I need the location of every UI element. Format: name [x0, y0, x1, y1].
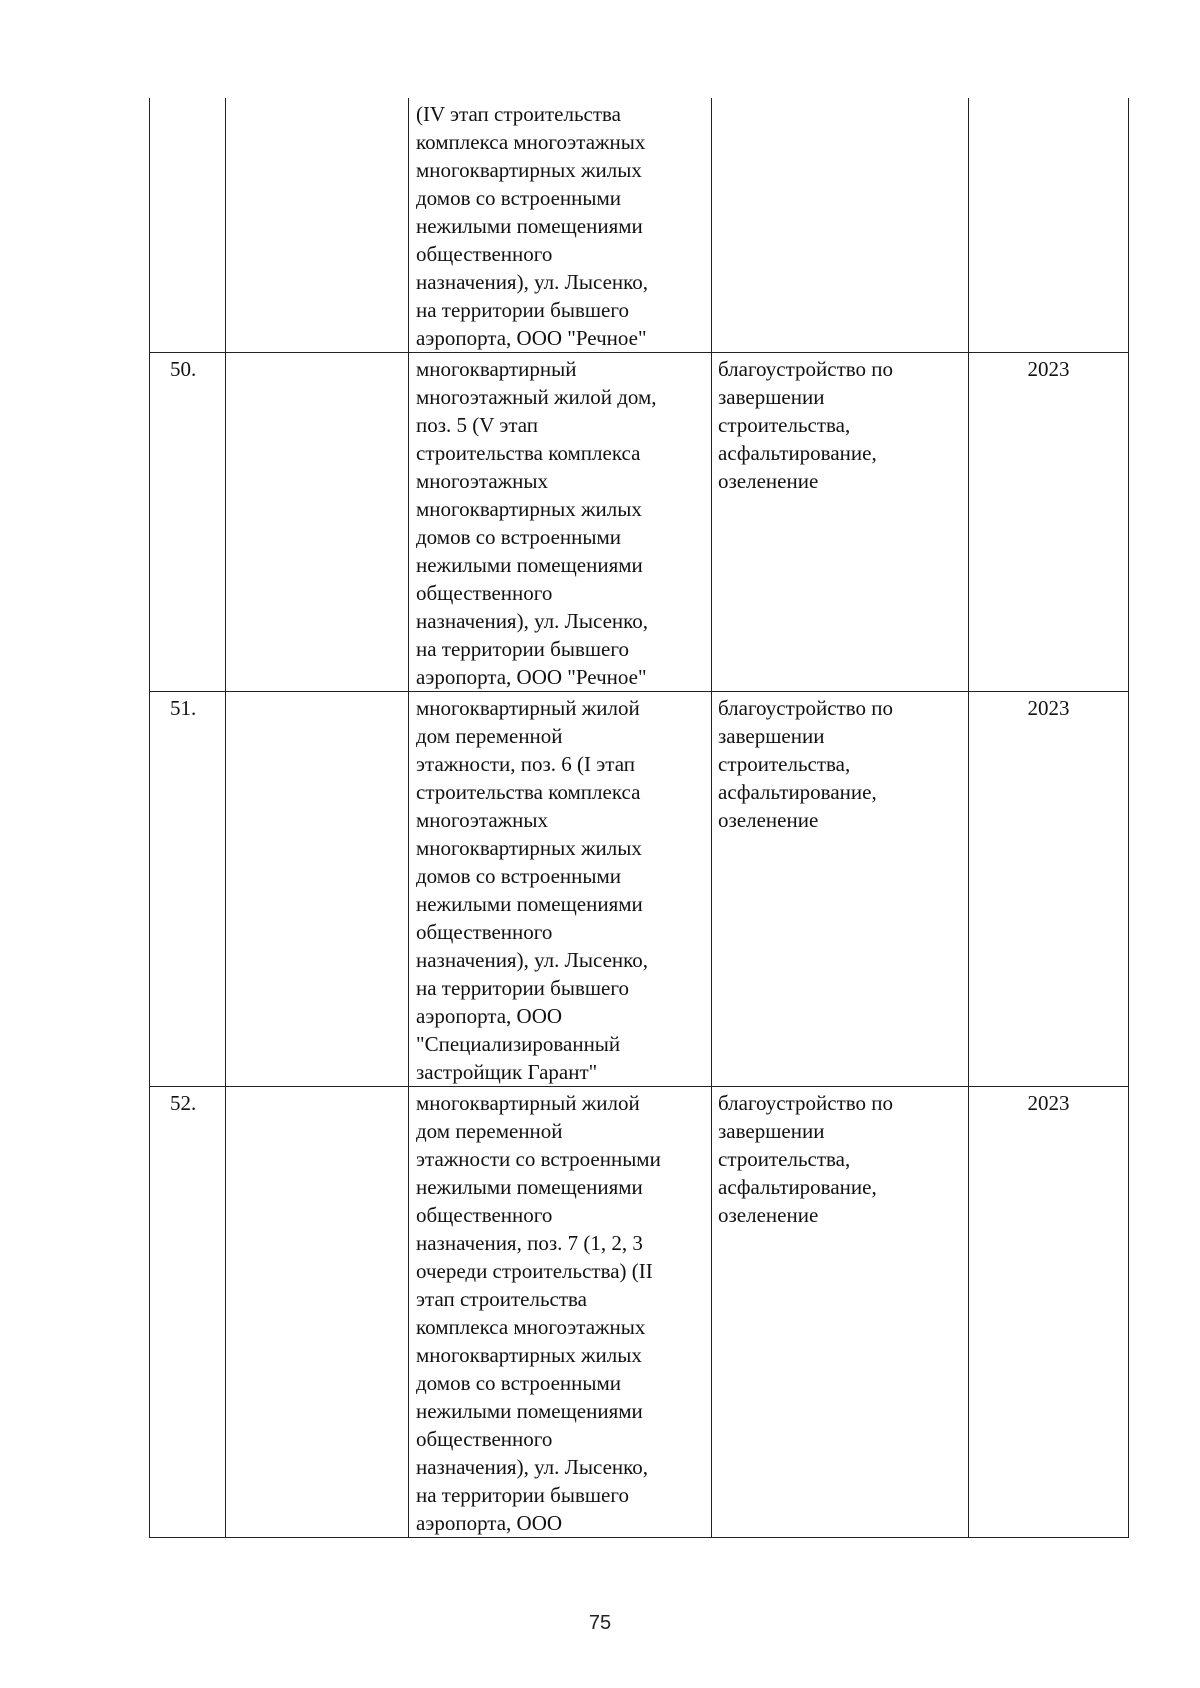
text-line: многоэтажных — [416, 808, 548, 832]
object-description-text — [416, 1089, 707, 1537]
text-line: аэропорта, ООО "Речное" — [416, 665, 647, 689]
text-line: комплекса многоэтажных — [416, 1315, 646, 1339]
text-line: поз. 5 (V этап — [416, 413, 539, 437]
text-line: строительства, — [718, 1147, 851, 1171]
row-number-cell — [150, 1087, 226, 1538]
text-line: многоэтажных — [416, 469, 548, 493]
objects-table — [149, 98, 1129, 1538]
text-line: общественного — [416, 1203, 553, 1227]
year-cell — [969, 353, 1129, 692]
page-number: 75 — [588, 1612, 612, 1634]
text-line: многоквартирный — [416, 357, 577, 381]
text-line: аэропорта, ООО — [416, 1511, 563, 1535]
empty-cell — [226, 692, 409, 1087]
text-line: нежилыми помещениями — [416, 1175, 643, 1199]
text-line: назначения), ул. Лысенко, — [416, 270, 649, 294]
text-line: домов со встроенными — [416, 186, 622, 210]
text-line: завершении — [718, 1119, 825, 1143]
text-line: назначения), ул. Лысенко, — [416, 948, 649, 972]
text-line: на территории бывшего — [416, 1483, 629, 1507]
table-row — [150, 98, 1129, 353]
text-line: нежилыми помещениями — [416, 553, 643, 577]
work-type-cell — [712, 1087, 969, 1538]
empty-cell — [226, 1087, 409, 1538]
text-line: домов со встроенными — [416, 1371, 622, 1395]
text-line: дом переменной — [416, 1119, 563, 1143]
work-type-text — [718, 694, 964, 834]
table-row — [150, 1087, 1129, 1538]
work-type-text — [718, 355, 964, 495]
text-line: завершении — [718, 724, 825, 748]
year-cell — [969, 1087, 1129, 1538]
text-line: очереди строительства) (II — [416, 1259, 653, 1283]
text-line: общественного — [416, 242, 553, 266]
object-description-text — [416, 355, 707, 691]
object-description-text — [416, 694, 707, 1086]
work-type-cell — [712, 98, 969, 353]
text-line: многоквартирных жилых — [416, 836, 642, 860]
text-line: (IV этап строительства — [416, 102, 622, 126]
table-row — [150, 353, 1129, 692]
text-line: дом переменной — [416, 724, 563, 748]
year-value: 2023 — [1027, 357, 1070, 381]
work-type-cell — [712, 692, 969, 1087]
text-line: этап строительства — [416, 1287, 587, 1311]
year-cell — [969, 692, 1129, 1087]
text-line: аэропорта, ООО "Речное" — [416, 326, 647, 350]
text-line: назначения), ул. Лысенко, — [416, 1455, 649, 1479]
text-line: многоквартирных жилых — [416, 1343, 642, 1367]
text-line: асфальтирование, — [718, 1175, 877, 1199]
text-line: домов со встроенными — [416, 525, 622, 549]
text-line: домов со встроенными — [416, 864, 622, 888]
row-number-cell — [150, 692, 226, 1087]
row-number-cell — [150, 98, 226, 353]
text-line: на территории бывшего — [416, 298, 629, 322]
text-line: нежилыми помещениями — [416, 892, 643, 916]
object-description-cell — [409, 1087, 712, 1538]
year-cell — [969, 98, 1129, 353]
text-line: благоустройство по — [718, 1091, 894, 1115]
text-line: асфальтирование, — [718, 441, 877, 465]
table-row — [150, 692, 1129, 1087]
text-line: строительства, — [718, 413, 851, 437]
text-line: аэропорта, ООО — [416, 1004, 563, 1028]
object-description-text — [416, 100, 707, 352]
text-line: многоэтажный жилой дом, — [416, 385, 657, 409]
row-number-cell — [150, 353, 226, 692]
text-line: строительства комплекса — [416, 441, 641, 465]
text-line: назначения, поз. 7 (1, 2, 3 — [416, 1231, 643, 1255]
row-number: 50. — [170, 357, 197, 381]
text-line: застройщик Гарант" — [416, 1060, 598, 1084]
text-line: назначения), ул. Лысенко, — [416, 609, 649, 633]
text-line: многоквартирный жилой — [416, 696, 640, 720]
text-line: строительства комплекса — [416, 780, 641, 804]
text-line: строительства, — [718, 752, 851, 776]
text-line: многоквартирных жилых — [416, 497, 642, 521]
text-line: асфальтирование, — [718, 780, 877, 804]
text-line: общественного — [416, 920, 553, 944]
text-line: многоквартирный жилой — [416, 1091, 640, 1115]
text-line: на территории бывшего — [416, 637, 629, 661]
text-line: нежилыми помещениями — [416, 214, 643, 238]
empty-cell — [226, 98, 409, 353]
object-description-cell — [409, 98, 712, 353]
text-line: благоустройство по — [718, 696, 894, 720]
text-line: озеленение — [718, 469, 819, 493]
text-line: завершении — [718, 385, 825, 409]
empty-cell — [226, 353, 409, 692]
object-description-cell — [409, 692, 712, 1087]
text-line: комплекса многоэтажных — [416, 130, 646, 154]
text-line: нежилыми помещениями — [416, 1399, 643, 1423]
text-line: этажности со встроенными — [416, 1147, 661, 1171]
text-line: этажности, поз. 6 (I этап — [416, 752, 636, 776]
work-type-text — [718, 1089, 964, 1229]
text-line: озеленение — [718, 1203, 819, 1227]
row-number: 52. — [170, 1091, 197, 1115]
year-value: 2023 — [1027, 696, 1070, 720]
row-number: 51. — [170, 696, 197, 720]
text-line: озеленение — [718, 808, 819, 832]
work-type-cell — [712, 353, 969, 692]
year-value: 2023 — [1027, 1091, 1070, 1115]
text-line: на территории бывшего — [416, 976, 629, 1000]
text-line: "Специализированный — [416, 1032, 621, 1056]
text-line: благоустройство по — [718, 357, 894, 381]
text-line: многоквартирных жилых — [416, 158, 642, 182]
text-line: общественного — [416, 1427, 553, 1451]
text-line: общественного — [416, 581, 553, 605]
object-description-cell — [409, 353, 712, 692]
table-body — [150, 98, 1129, 1538]
